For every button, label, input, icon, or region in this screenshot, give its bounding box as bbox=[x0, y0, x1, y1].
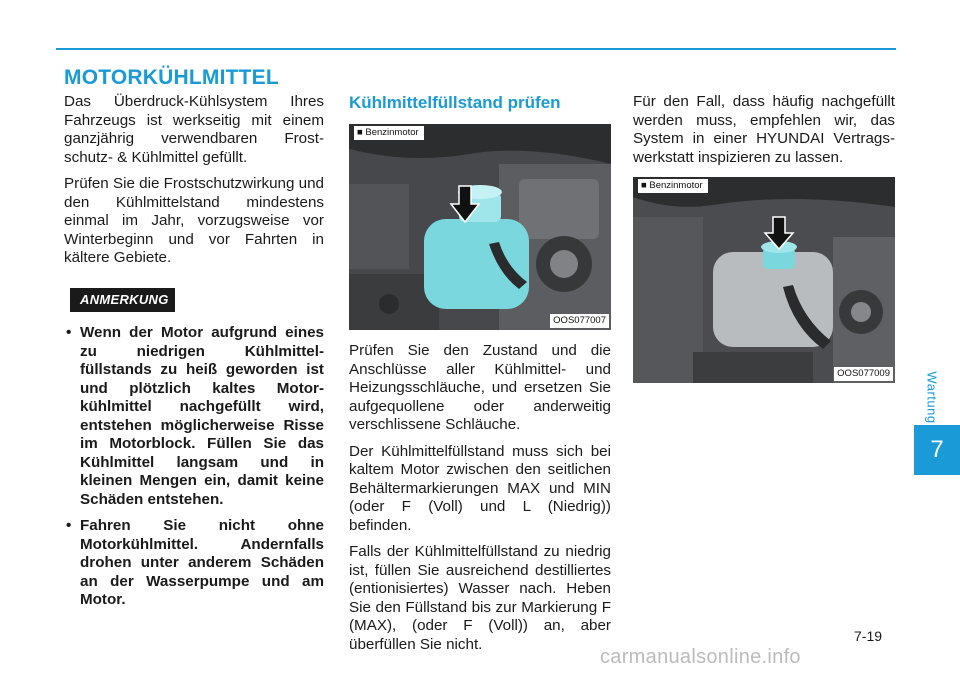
paragraph: Das Überdruck-Kühlsystem Ihres Fahrzeugs ist werkseitig mit einem ganzjährig verwendbaren Frost-schutz- & Kühlmittel gefüllt. bbox=[64, 93, 324, 166]
note-label: ANMERKUNG bbox=[70, 288, 175, 313]
chapter-number-box: 7 bbox=[914, 425, 960, 475]
figure-label: ■ Benzinmotor bbox=[354, 126, 424, 140]
engine-bay-photo-2 bbox=[633, 177, 895, 383]
paragraph: Der Kühlmittelfüllstand muss sich bei kaltem Motor zwischen den seitlichen Behältermarkierungen MAX und MIN (oder F (Voll) und L (Niedrig)) befinden. bbox=[349, 442, 611, 534]
engine-bay-photo-1 bbox=[349, 124, 611, 330]
column-2 bbox=[349, 93, 611, 662]
column-1 bbox=[64, 93, 324, 618]
subsection-heading: Kühlmittelfüllstand prüfen bbox=[349, 93, 561, 112]
page-number: 7-19 bbox=[854, 628, 883, 644]
list-item: • Fahren Sie nicht ohne Motorkühlmittel. Andernfalls drohen unter anderem Schäden an der Wasserpumpe und am Motor. bbox=[64, 517, 324, 610]
note-list bbox=[64, 324, 324, 610]
paragraph: Falls der Kühlmittelfüllstand zu niedrig ist, füllen Sie ausreichend destilliertes (entionisiertes) Wasser nach. Heben Sie den Füllstand bis zur Markierung F (MAX), (oder F (Voll)) an, aber überfüllen Sie nicht. bbox=[349, 543, 611, 653]
section-title: MOTORKÜHLMITTEL bbox=[64, 66, 279, 89]
engine-bay-illustration bbox=[633, 177, 895, 383]
chapter-name: Wartung bbox=[924, 371, 940, 424]
paragraph: Prüfen Sie den Zustand und die Anschlüsse aller Kühlmittel- und Heizungsschläuche, und ersetzen Sie aufgequollene oder anderweitig verschlissene Schläuche. bbox=[349, 342, 611, 433]
paragraph: Prüfen Sie die Frostschutzwirkung und den Kühlmittelstand mindestens einmal im Jahr, vorzugsweise vor Winterbeginn und vor Fahrten in kältere Gebiete. bbox=[64, 175, 325, 266]
engine-bay-illustration bbox=[349, 124, 611, 330]
paragraph: Für den Fall, dass häufig nachgefüllt werden muss, empfehlen wir, das System in einer HYUNDAI Vertrags-werkstatt inspizieren zu lassen. bbox=[633, 93, 895, 166]
header-rule bbox=[56, 48, 896, 50]
list-item: • Wenn der Motor aufgrund eines zu niedrigen Kühlmittel-füllstands zu heiß geworden ist und plötzlich kaltes Motor-kühlmittel nachgefüllt wird, entstehen möglicherweise Risse im Motorblock. Füllen Sie das Kühlmittel langsam und in kleinen Mengen ein, damit keine Schäden entstehen. bbox=[64, 324, 324, 509]
figure-code: OOS077007 bbox=[550, 314, 609, 328]
figure-code: OOS077009 bbox=[834, 367, 893, 381]
figure-label: ■ Benzinmotor bbox=[638, 179, 708, 193]
column-3 bbox=[633, 93, 895, 383]
coolant-reservoir bbox=[424, 219, 529, 309]
watermark: carmanualsonline.info bbox=[600, 646, 801, 668]
